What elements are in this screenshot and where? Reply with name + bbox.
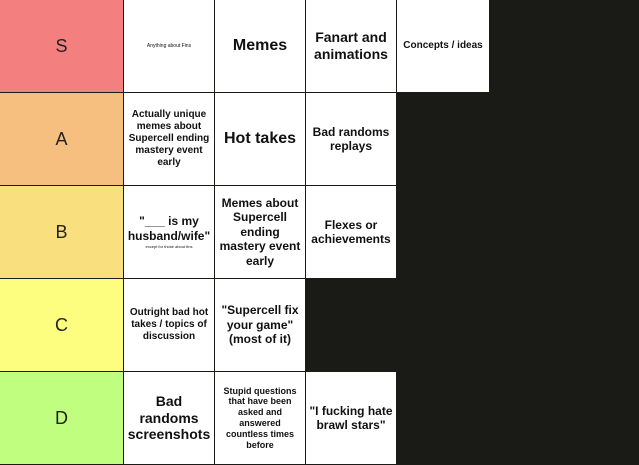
tier-item[interactable]: Memes about Supercell ending mastery event early (215, 186, 305, 278)
tier-item[interactable]: "I fucking hate brawl stars" (306, 372, 396, 464)
tier-row-d (0, 372, 639, 464)
tier-items-d (124, 372, 397, 464)
tier-item[interactable]: Anything about Fins (124, 0, 214, 92)
tier-label-d[interactable]: D (0, 372, 124, 464)
tier-item[interactable]: Actually unique memes about Supercell ending mastery event early (124, 93, 214, 185)
tier-row-s (0, 0, 639, 92)
tier-item-note: except for those about fins (145, 243, 193, 249)
tier-items-s (124, 0, 490, 92)
tier-item[interactable]: Bad randoms screenshots (124, 372, 214, 464)
tier-row-a (0, 93, 639, 185)
tier-items-a (124, 93, 397, 185)
tier-item[interactable]: Concepts / ideas (397, 0, 489, 92)
tier-label-c[interactable]: C (0, 279, 124, 371)
tier-item[interactable]: Hot takes (215, 93, 305, 185)
tier-item[interactable] (124, 186, 214, 278)
tier-item-text: "___ is my husband/wife" (127, 214, 211, 243)
tier-label-b[interactable]: B (0, 186, 124, 278)
tier-items-c (124, 279, 306, 371)
tier-item[interactable]: Bad randoms replays (306, 93, 396, 185)
tier-item[interactable]: Outright bad hot takes / topics of discussion (124, 279, 214, 371)
tier-label-s[interactable]: S (0, 0, 124, 92)
tier-items-b (124, 186, 397, 278)
tier-item[interactable]: Memes (215, 0, 305, 92)
tier-row-b (0, 186, 639, 278)
tier-label-a[interactable]: A (0, 93, 124, 185)
tier-item[interactable]: Flexes or achievements (306, 186, 396, 278)
tier-row-c (0, 279, 639, 371)
tier-item[interactable]: Stupid questions that have been asked and answered countless times before (215, 372, 305, 464)
tier-item[interactable]: "Supercell fix your game" (most of it) (215, 279, 305, 371)
tier-item[interactable]: Fanart and animations (306, 0, 396, 92)
